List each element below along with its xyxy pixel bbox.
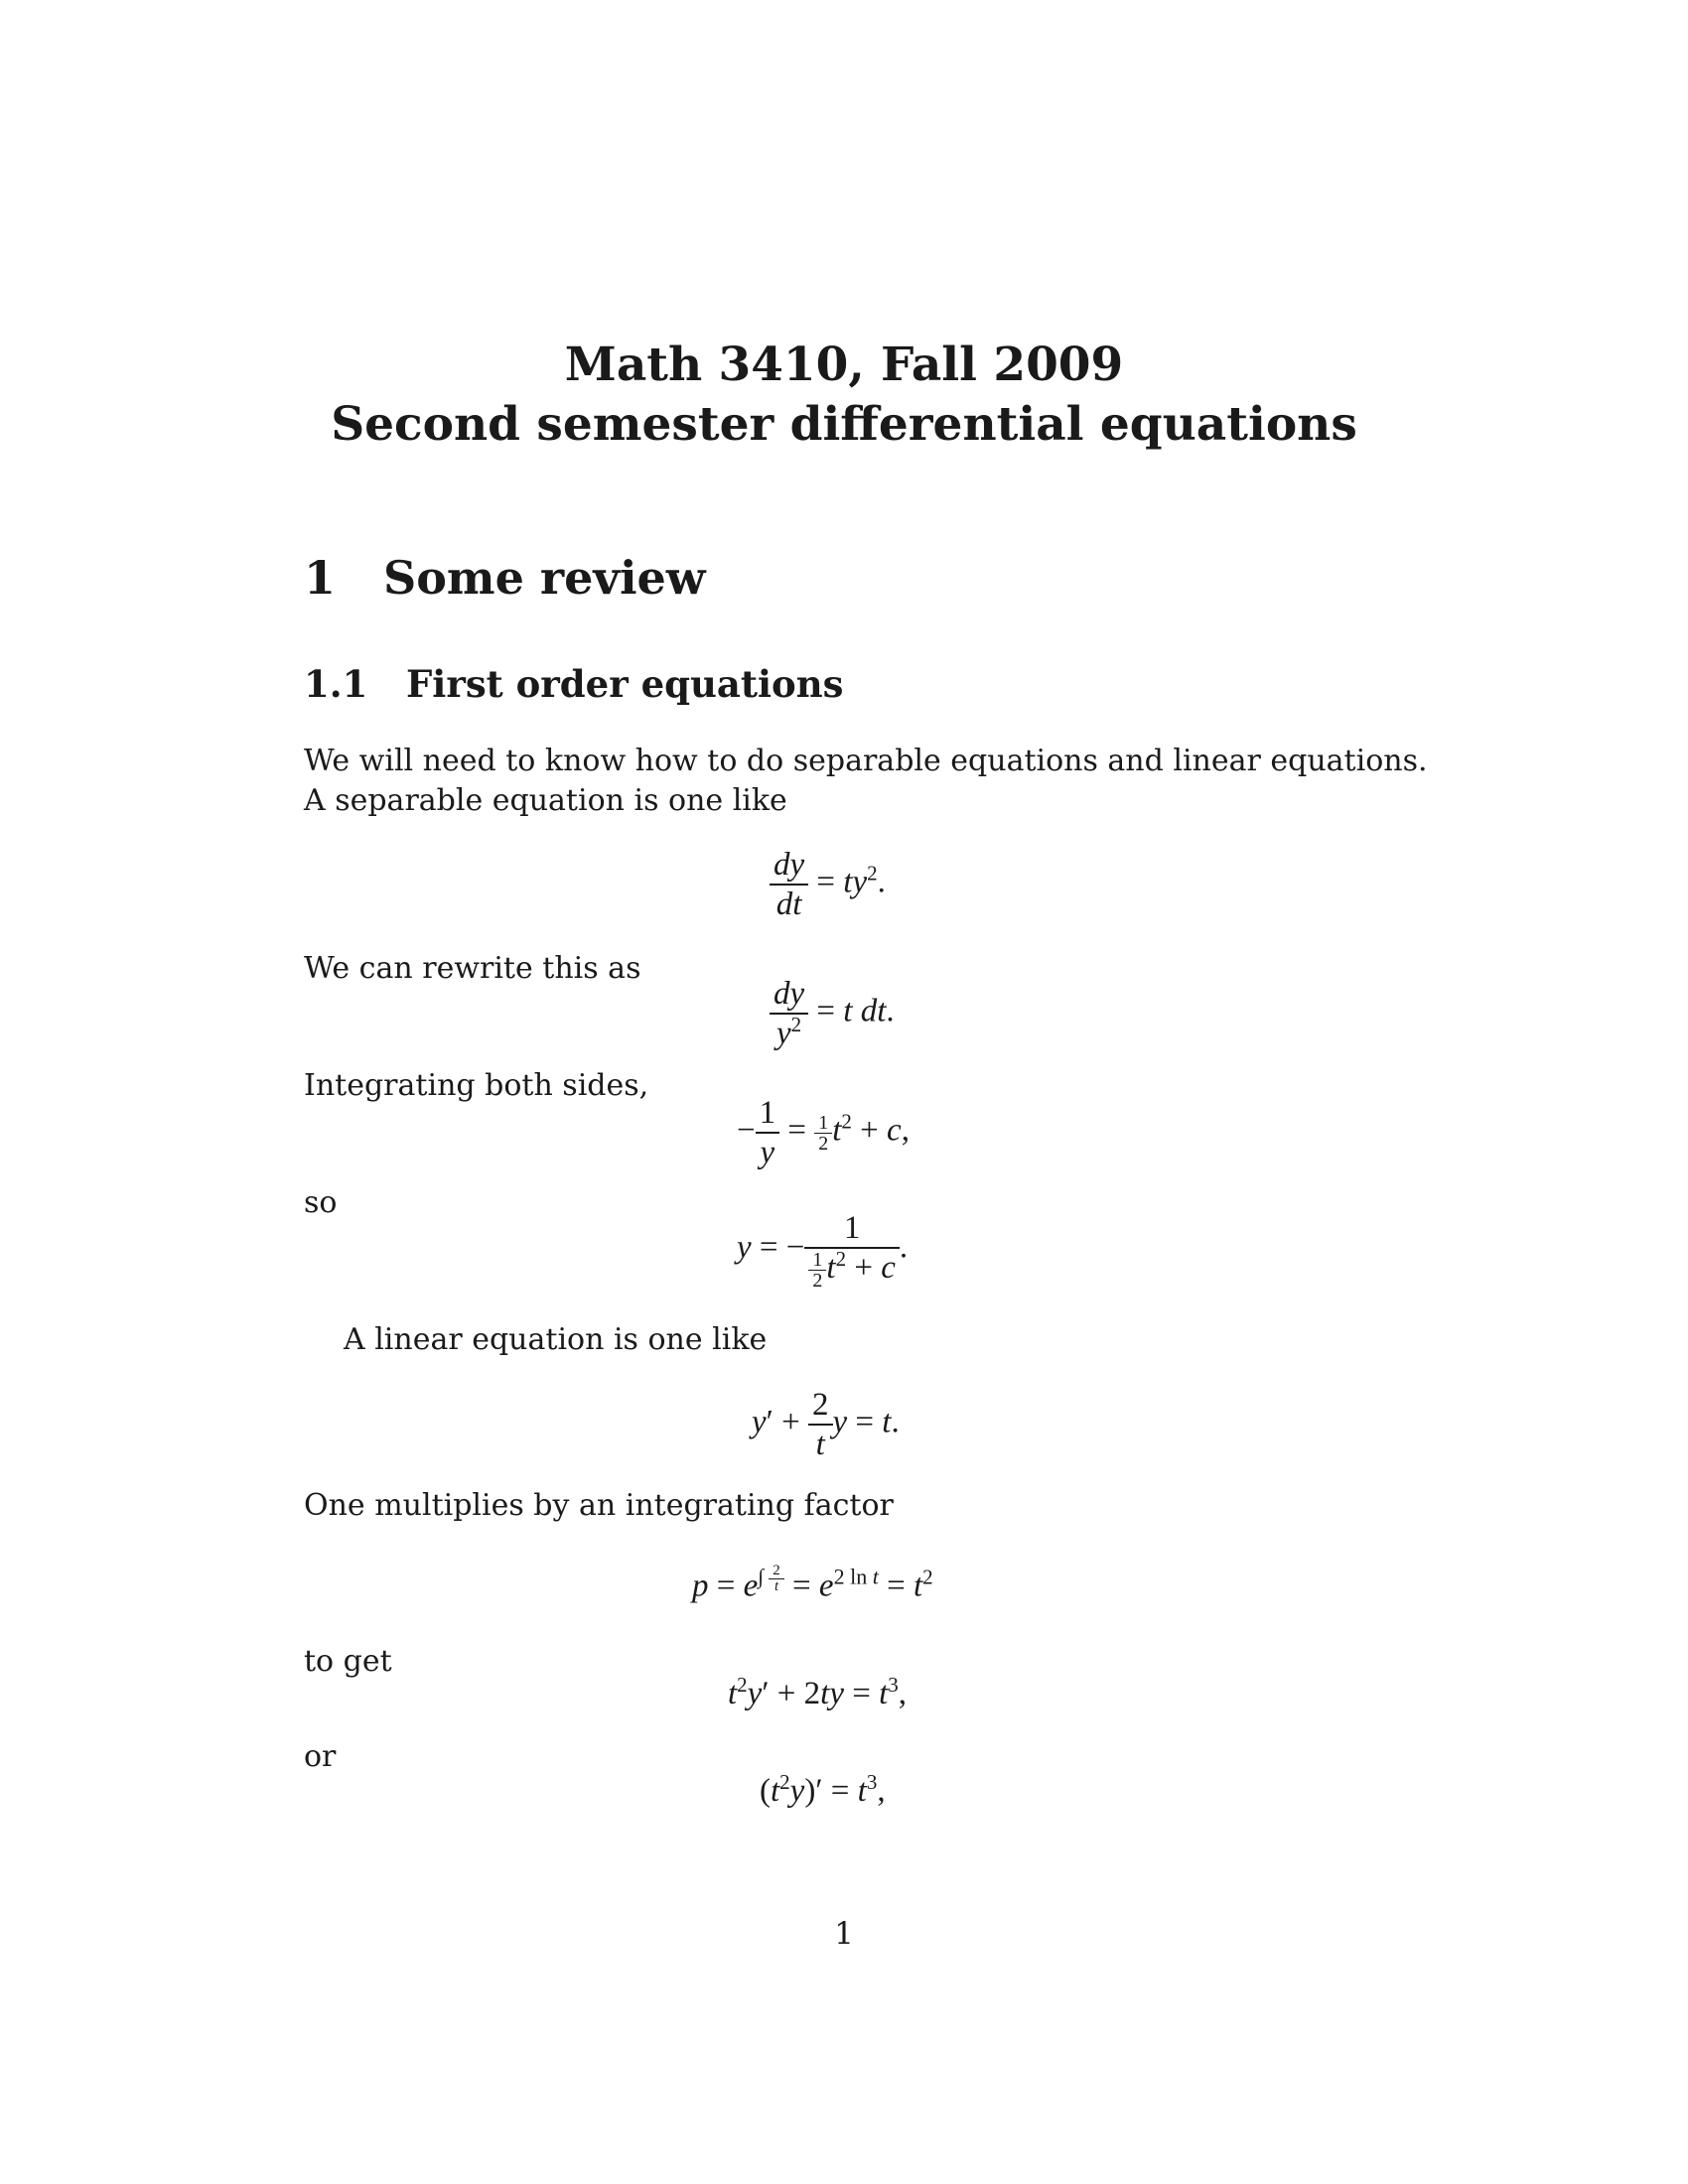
paragraph-text: so — [304, 1185, 338, 1220]
equation-linear: y′ + $\frac{2}{t}$ y = t. — [752, 1387, 900, 1462]
paper-title-line2: Second semester differential equations — [331, 397, 1357, 452]
equation-solution: y = − 1 $\frac{1}{2}$ $t^2 + c$ . — [737, 1210, 909, 1292]
page-number: 1 — [834, 1916, 854, 1952]
subsection-title: First order equations — [406, 662, 844, 706]
fraction-half: $\frac{1}{2}$ — [808, 1250, 826, 1291]
section-title: Some review — [383, 551, 706, 605]
equation-product-rule: $(t^2y)' = t^3$, — [760, 1770, 886, 1809]
subsection-heading — [304, 662, 843, 706]
paragraph-text: or — [304, 1739, 337, 1774]
equation-integrating-factor: $p = e^{\int \frac{2}{t}}$ = $e^{2 ln t} = t^2$ — [692, 1563, 933, 1604]
fraction: $\frac{2}{t}$ — [769, 1564, 784, 1594]
fraction-half: $\frac{1}{2}$ — [814, 1113, 832, 1154]
fraction: 1 $\frac{1}{2}$ $t^2 + c$ — [804, 1209, 899, 1291]
section-number: 1 — [304, 551, 337, 605]
fraction: $\frac{1}{y}$ — [756, 1094, 780, 1171]
fraction: $\frac{dy}{y^2}$ — [770, 975, 808, 1052]
paragraph-text: to get — [304, 1644, 392, 1679]
equation-separable: $\frac{dy}{dt}$ = $ty^2$. — [770, 846, 886, 923]
equation-integrated: − $\frac{1}{y}$ = $\frac{1}{2}$ $t^2 + c$, — [737, 1095, 910, 1170]
equation-multiplied: $t^2y' + 2ty = t^3$, — [728, 1673, 908, 1711]
paragraph-text: We can rewrite this as — [304, 951, 641, 986]
equation-rewrite: $\frac{dy}{y^2}$ = t dt. — [770, 975, 895, 1052]
paragraph-text: We will need to know how to do separable equations and linear equations. — [304, 744, 1428, 778]
paragraph-text: A linear equation is one like — [344, 1322, 768, 1357]
paper-title-line1: Math 3410, Fall 2009 — [564, 338, 1124, 392]
paragraph-text: Integrating both sides, — [304, 1068, 649, 1103]
section-heading — [304, 551, 705, 605]
paragraph-text: One multiplies by an integrating factor — [304, 1488, 894, 1523]
fraction: $\frac{2}{t}$ — [808, 1386, 833, 1463]
fraction: $\frac{dy}{dt}$ — [770, 846, 808, 923]
paragraph-text: A separable equation is one like — [304, 783, 787, 818]
subsection-number: 1.1 — [304, 662, 368, 706]
